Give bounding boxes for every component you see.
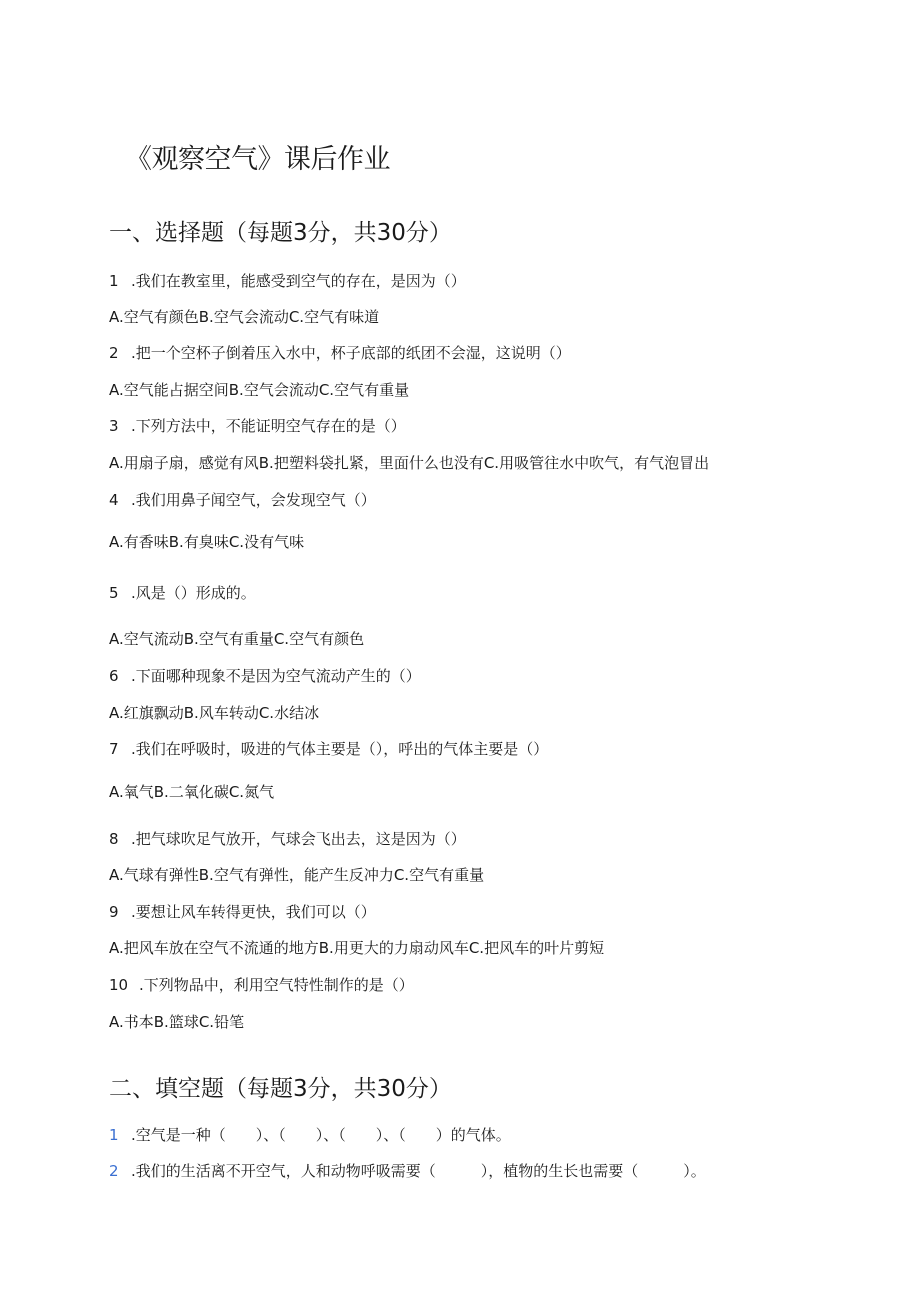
question-5 (109, 582, 256, 603)
question-text: .下列方法中，不能证明空气存在的是（） (131, 417, 406, 435)
question-8-options: A.气球有弹性B.空气有弹性，能产生反冲力C.空气有重量 (109, 866, 485, 884)
question-number: 3 (109, 417, 119, 435)
question-text: .我们在教室里，能感受到空气的存在，是因为（） (131, 272, 466, 290)
question-number: 8 (109, 830, 119, 848)
question-1-options: A.空气有颜色B.空气会流动C.空气有味道 (109, 308, 380, 326)
question-9 (109, 901, 376, 922)
question-10 (109, 974, 414, 995)
question-2-options: A.空气能占据空间B.空气会流动C.空气有重量 (109, 381, 410, 399)
fill-text: .空气是一种（ ）、（ ）、（ ）、（ ）的气体。 (131, 1126, 511, 1144)
question-6 (109, 665, 421, 686)
question-4-options: A.有香味B.有臭味C.没有气味 (109, 533, 305, 551)
question-3 (109, 415, 406, 436)
question-8 (109, 828, 466, 849)
question-1 (109, 270, 466, 291)
question-text: .我们用鼻子闻空气，会发现空气（） (131, 491, 376, 509)
question-7-options: A.氧气B.二氧化碳C.氮气 (109, 783, 275, 801)
question-number: 10 (109, 976, 129, 994)
section-heading-choice: 一、选择题（每题3分，共30分） (109, 220, 452, 246)
question-number: 7 (109, 740, 119, 758)
question-5-options: A.空气流动B.空气有重量C.空气有颜色 (109, 630, 365, 648)
question-number: 5 (109, 584, 119, 602)
question-text: .风是（）形成的。 (131, 584, 256, 602)
question-text: .把一个空杯子倒着压入水中，杯子底部的纸团不会湿，这说明（） (131, 344, 571, 362)
question-number: 4 (109, 491, 119, 509)
fill-number: 1 (109, 1126, 119, 1144)
fill-question-2 (109, 1160, 706, 1181)
page-title: 《观察空气》课后作业 (125, 144, 390, 175)
question-7 (109, 738, 548, 759)
question-6-options: A.红旗飘动B.风车转动C.水结冰 (109, 704, 320, 722)
question-9-options: A.把风车放在空气不流通的地方B.用更大的力扇动风车C.把风车的叶片剪短 (109, 939, 605, 957)
question-number: 6 (109, 667, 119, 685)
question-number: 2 (109, 344, 119, 362)
question-10-options: A.书本B.篮球C.铅笔 (109, 1013, 245, 1031)
question-number: 9 (109, 903, 119, 921)
question-text: .把气球吹足气放开，气球会飞出去，这是因为（） (131, 830, 466, 848)
question-text: .下面哪种现象不是因为空气流动产生的（） (131, 667, 421, 685)
question-4 (109, 489, 376, 510)
question-text: .要想让风车转得更快，我们可以（） (131, 903, 376, 921)
question-number: 1 (109, 272, 119, 290)
question-2 (109, 342, 571, 363)
section-heading-fill: 二、填空题（每题3分，共30分） (109, 1076, 452, 1102)
question-3-options: A.用扇子扇，感觉有风B.把塑料袋扎紧，里面什么也没有C.用吸管往水中吹气，有气泡冒出 (109, 454, 710, 472)
fill-question-1 (109, 1124, 511, 1145)
question-text: .下列物品中，利用空气特性制作的是（） (139, 976, 414, 994)
fill-text: .我们的生活离不开空气，人和动物呼吸需要（ ），植物的生长也需要（ ）。 (131, 1162, 706, 1180)
question-text: .我们在呼吸时，吸进的气体主要是（），呼出的气体主要是（） (131, 740, 549, 758)
fill-number: 2 (109, 1162, 119, 1180)
